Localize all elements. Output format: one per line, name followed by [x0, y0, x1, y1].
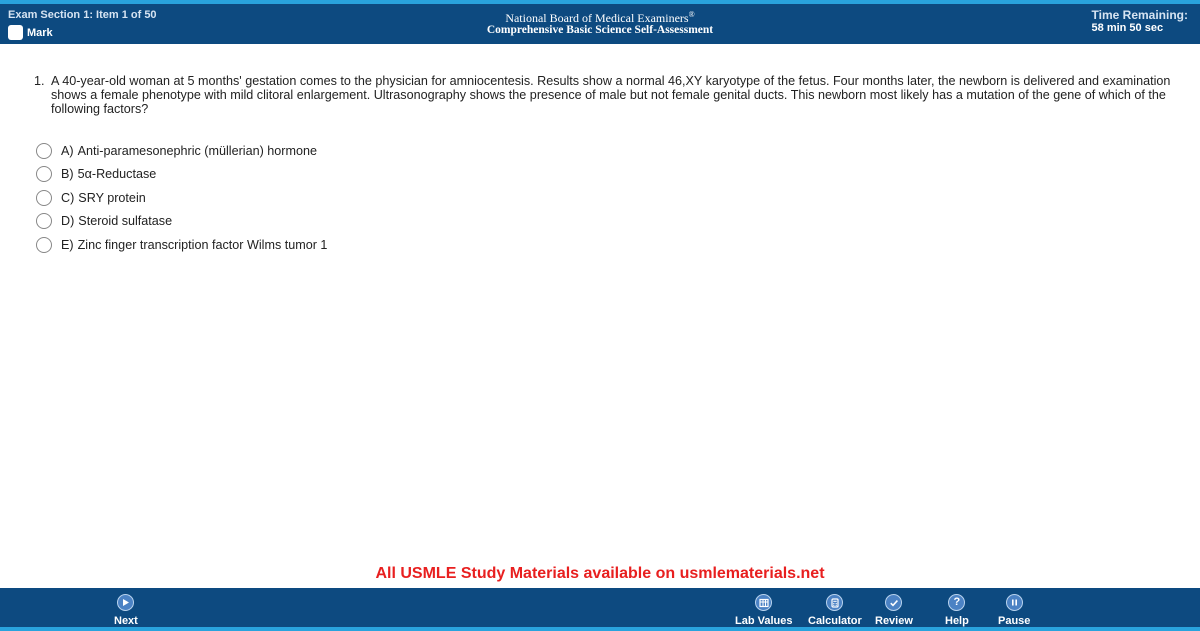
answer-option-label	[61, 238, 327, 252]
option-text: Anti-paramesonephric (müllerian) hormone	[77, 143, 317, 158]
option-text: Steroid sulfatase	[78, 214, 173, 229]
review-button[interactable]	[875, 594, 913, 627]
option-letter: E)	[61, 237, 74, 252]
radio-button-b[interactable]	[36, 166, 52, 182]
answer-option-c[interactable]	[36, 186, 327, 210]
option-letter: D)	[61, 214, 75, 229]
option-text: Zinc finger transcription factor Wilms tumor 1	[77, 237, 328, 252]
footer-toolbar	[0, 588, 1200, 631]
help-label: Help	[945, 615, 969, 627]
registered-mark: ®	[688, 10, 695, 19]
calculator-button[interactable]	[808, 594, 862, 627]
pause-icon[interactable]	[1006, 594, 1023, 611]
option-letter: A)	[61, 143, 74, 158]
radio-button-c[interactable]	[36, 190, 52, 206]
answer-option-d[interactable]	[36, 210, 327, 234]
organization-text: National Board of Medical Examiners	[505, 11, 689, 25]
time-remaining-label: Time Remaining:	[1091, 8, 1188, 22]
answer-option-label	[61, 144, 317, 158]
option-letter: C)	[61, 190, 75, 205]
question-number: 1.	[34, 74, 45, 88]
calculator-icon[interactable]	[826, 594, 843, 611]
review-label: Review	[875, 615, 913, 627]
question-text: A 40-year-old woman at 5 months' gestation comes to the physician for amniocentesis. Results show a normal 46,XY karyotype of the fetus. Four months later, the newborn is delivered and examination shows a female phenotype with mild clitoral enlargement. Ultrasonography shows the presence of male but not female genital ducts. This newborn most likely has a mutation of the gene of which of the following factors?	[51, 74, 1171, 116]
pause-button[interactable]	[998, 594, 1030, 627]
mark-label: Mark	[27, 26, 53, 39]
next-label: Next	[114, 615, 138, 627]
answer-option-e[interactable]	[36, 233, 327, 257]
pause-label: Pause	[998, 615, 1031, 627]
header-bar	[0, 0, 1200, 44]
option-text: SRY protein	[78, 190, 146, 205]
option-text: 5α-Reductase	[77, 167, 157, 182]
lab-values-icon[interactable]	[755, 594, 772, 611]
header-title	[0, 9, 1200, 36]
organization-name	[0, 9, 1200, 24]
time-remaining-value: 58 min 50 sec	[1091, 22, 1164, 34]
timer	[1092, 9, 1188, 34]
option-letter: B)	[61, 167, 74, 182]
lab-values-button[interactable]	[735, 594, 792, 627]
calculator-label: Calculator	[808, 615, 862, 627]
lab-values-label: Lab Values	[735, 615, 793, 627]
answer-option-label	[61, 191, 146, 205]
answer-option-b[interactable]	[36, 163, 327, 187]
help-question-glyph: ?	[953, 596, 961, 608]
answer-option-label	[61, 214, 172, 228]
help-button[interactable]	[945, 594, 969, 627]
answer-option-a[interactable]	[36, 139, 327, 163]
promo-banner: All USMLE Study Materials available on usmlematerials.net	[375, 565, 825, 582]
exam-title: Comprehensive Basic Science Self-Assessment	[486, 24, 714, 36]
next-arrow-icon[interactable]	[117, 594, 134, 611]
radio-button-d[interactable]	[36, 213, 52, 229]
radio-button-e[interactable]	[36, 237, 52, 253]
answer-options	[36, 139, 327, 257]
help-question-icon[interactable]	[948, 594, 965, 611]
review-check-icon[interactable]	[885, 594, 902, 611]
answer-option-label	[61, 167, 156, 181]
section-info: Exam Section 1: Item 1 of 50	[8, 9, 157, 21]
next-button[interactable]	[114, 594, 138, 627]
radio-button-a[interactable]	[36, 143, 52, 159]
question-stem	[34, 74, 1174, 116]
